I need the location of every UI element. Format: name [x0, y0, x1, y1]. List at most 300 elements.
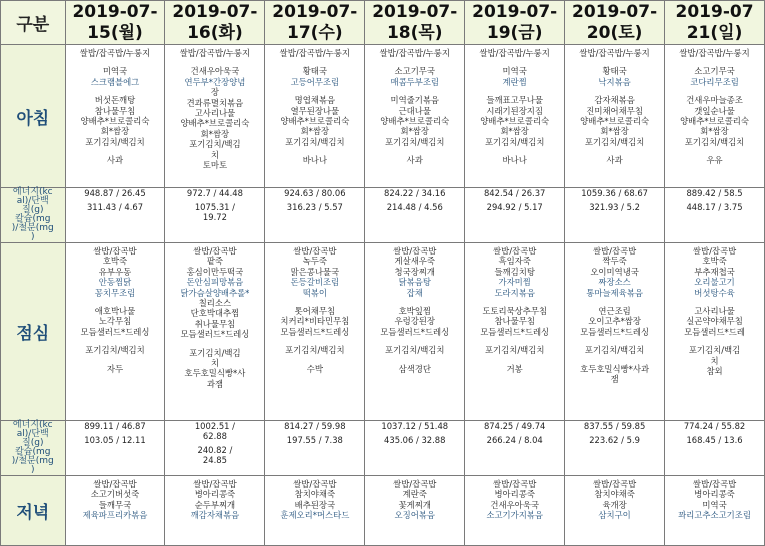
- calcium-iron-value: 266.24 / 8.04: [486, 435, 543, 445]
- menu-item: 흑임자죽: [498, 256, 531, 267]
- menu-item: 시래기된장지짐: [486, 105, 543, 116]
- menu-item: 포기김치/백김치: [684, 136, 745, 147]
- energy-protein-value: 972.7 / 44.48: [186, 188, 243, 198]
- calcium-iron-value: 214.48 / 4.56: [386, 202, 443, 212]
- menu-item: 연두부*간장양념: [184, 76, 246, 87]
- menu-item: 연근조림: [598, 306, 631, 317]
- spacer: [665, 58, 764, 66]
- menu-item: 홍심이만두떡국: [186, 266, 244, 277]
- menu-item: 쌀밥/잡곡밥/누룽지: [279, 48, 351, 58]
- spacer: [465, 337, 564, 345]
- menu-item: 회*쌈장: [600, 126, 629, 137]
- menu-item: 모듬샐러드*드레: [684, 326, 745, 337]
- menu-item: 도토리묵상추무침: [482, 306, 548, 317]
- spacer: [66, 337, 165, 345]
- energy-protein-value: 774.24 / 55.82: [683, 421, 746, 431]
- spacer: [265, 87, 364, 95]
- calcium-iron-value: 294.92 / 5.17: [486, 202, 543, 212]
- energy-protein-value: 889.42 / 58.5: [686, 188, 743, 198]
- menu-item: 포기김치/백김: [189, 347, 241, 358]
- menu-cell: [65, 476, 165, 546]
- menu-cell: [665, 45, 765, 188]
- menu-item: 닭가슴살양배추롤*: [180, 287, 250, 298]
- menu-item: 명엽채볶음: [294, 95, 336, 106]
- menu-item: 호두호밀식빵*사: [184, 368, 246, 379]
- day-header: [565, 1, 665, 45]
- menu-item: 미역국: [702, 499, 727, 510]
- menu-item: 포기김치/백김치: [85, 345, 145, 356]
- menu-item: 깨감자채볶음: [190, 510, 240, 521]
- menu-item: 거봉: [506, 363, 523, 374]
- menu-cell: [65, 243, 165, 421]
- menu-item: 바나나: [302, 155, 327, 166]
- menu-item: 회*쌈장: [200, 128, 230, 139]
- menu-cell: [465, 243, 565, 421]
- menu-item: 고사리나물: [194, 108, 236, 119]
- menu-item: 포기김치/백김치: [484, 345, 545, 356]
- menu-item: 양배추*브로콜리숙: [380, 116, 450, 127]
- spacer: [165, 340, 264, 348]
- menu-item: 토마토: [202, 160, 228, 171]
- menu-item: 쌀밥/잡곡밥: [293, 246, 337, 256]
- calcium-iron-value: 168.45 / 13.6: [686, 435, 743, 445]
- menu-item: 녹두죽: [302, 256, 327, 267]
- spacer: [66, 356, 165, 364]
- menu-item: 회*쌈장: [100, 126, 130, 137]
- nutrition-cell: [365, 188, 465, 243]
- menu-item: 양배추*브로콜리숙: [80, 116, 150, 127]
- menu-item: 양배추*브로콜리숙: [480, 116, 550, 127]
- nutrition-label-line: 칼슘(mg: [15, 214, 51, 224]
- menu-item: 호박잎찜: [398, 306, 431, 317]
- menu-item: 참나물무침: [494, 316, 535, 327]
- day-text: 16(화): [187, 22, 243, 43]
- menu-item: 포기김치/백김치: [285, 136, 345, 147]
- day-text: 15(월): [87, 22, 143, 43]
- spacer: [365, 147, 464, 155]
- menu-item: 오징어볶음: [394, 510, 435, 521]
- menu-item: 코다리무조림: [690, 76, 739, 87]
- nutrition-label-line: al)/단백: [16, 429, 49, 439]
- menu-item: 매콤두부조림: [390, 76, 440, 87]
- menu-item: 통마늘제육볶음: [586, 287, 643, 298]
- menu-item: 양배추*브로콜리숙: [580, 116, 650, 127]
- spacer: [465, 356, 564, 364]
- day-text: 20(토): [586, 22, 643, 43]
- meal-label-dinner: 저녁: [1, 476, 66, 546]
- spacer: [66, 298, 165, 306]
- menu-item: 안동찜닭: [98, 277, 132, 288]
- menu-item: 미역국: [502, 66, 527, 77]
- menu-item: 병아리콩죽: [494, 489, 535, 500]
- menu-item: 포기김치/백김: [189, 139, 241, 150]
- menu-item: 사과: [606, 155, 623, 166]
- menu-item: 포기김치/백김: [688, 345, 741, 356]
- menu-item: 포기김치/백김치: [85, 136, 145, 147]
- menu-item: 떡볶이: [302, 287, 327, 298]
- menu-item: 갯잎순나물: [694, 105, 735, 116]
- menu-item: 도라지볶음: [494, 287, 535, 298]
- menu-item: 짜장소스: [598, 277, 631, 288]
- menu-cell: [365, 243, 465, 421]
- menu-cell: [565, 243, 665, 421]
- day-text: 21(일): [686, 22, 743, 43]
- menu-item: 쌀밥/잡곡밥: [193, 479, 237, 489]
- menu-item: 참치야채죽: [294, 489, 336, 500]
- lunch-menu-row: [1, 243, 765, 421]
- menu-item: 건새우아욱국: [490, 499, 539, 510]
- menu-cell: [565, 476, 665, 546]
- menu-item: 오리불고기: [694, 277, 735, 288]
- menu-item: 쌀밥/잡곡밥/누룽지: [79, 48, 151, 58]
- menu-item: 병아리콩죽: [194, 489, 236, 500]
- menu-item: 호두호밀식빵*사과: [580, 363, 650, 374]
- menu-item: 훈제오리*머스타드: [280, 510, 350, 521]
- nutrition-cell: [565, 188, 665, 243]
- corner-header: 구분: [1, 1, 66, 45]
- menu-cell: [265, 476, 365, 546]
- energy-protein-value: 899.11 / 46.87: [84, 421, 146, 431]
- menu-cell: [465, 45, 565, 188]
- menu-item: 모듬샐러드*드레싱: [580, 326, 650, 337]
- menu-item: 가자미찜: [498, 277, 531, 288]
- menu-item: 열무된장나물: [290, 105, 340, 116]
- menu-item: 쌀밥/잡곡밥/누룽지: [679, 48, 750, 58]
- menu-cell: [65, 45, 165, 188]
- spacer: [365, 58, 464, 66]
- menu-item: 오이고추*쌈장: [588, 316, 641, 327]
- menu-item: 노각무침: [98, 316, 132, 327]
- menu-item: 소고기가지볶음: [486, 510, 543, 521]
- spacer: [465, 147, 564, 155]
- menu-item: 쌀밥/잡곡밥: [93, 246, 137, 256]
- menu-item: 쌀밥/잡곡밥: [493, 246, 537, 256]
- spacer: [265, 298, 364, 306]
- menu-item: 포기김치/백김치: [584, 345, 645, 356]
- menu-cell: [265, 45, 365, 188]
- menu-item: 참외: [706, 366, 723, 377]
- menu-item: 회*쌈장: [500, 126, 529, 137]
- menu-item: 수박: [306, 363, 323, 374]
- menu-item: 양배추*브로콜리숙: [280, 116, 350, 127]
- day-header: [365, 1, 465, 45]
- menu-item: 포기김치/백김치: [584, 136, 645, 147]
- menu-item: 쌀밥/잡곡밥: [493, 479, 537, 489]
- menu-item: 버섯돈깨탕: [94, 95, 136, 106]
- menu-item: 배추된장국: [294, 499, 336, 510]
- calcium-iron-value: 103.05 / 12.11: [84, 435, 146, 445]
- menu-item: 근대나물: [398, 105, 431, 116]
- date-text: 2019-07-: [172, 1, 258, 22]
- nutrition-cell: [165, 421, 265, 476]
- nutrition-cell: [265, 421, 365, 476]
- breakfast-nutrition-row: [1, 188, 765, 243]
- menu-item: 제육파프리카볶음: [82, 510, 148, 521]
- menu-item: 돈안심피망볶음: [186, 277, 244, 288]
- nutrition-cell: [465, 421, 565, 476]
- calcium-iron-value: 240.82 /: [197, 445, 233, 455]
- menu-item: 포기김치/백김치: [385, 136, 445, 147]
- spacer: [665, 337, 764, 345]
- menu-item: 게살새우죽: [394, 256, 435, 267]
- menu-cell: [165, 243, 265, 421]
- menu-item: 쌀밥/잡곡밥/누룽지: [479, 48, 550, 58]
- nutrition-cell: [665, 188, 765, 243]
- menu-item: 회*쌈장: [700, 126, 729, 137]
- menu-cell: [365, 45, 465, 188]
- calcium-iron-value: 316.23 / 5.57: [286, 202, 343, 212]
- spacer: [465, 58, 564, 66]
- spacer: [265, 147, 364, 155]
- calcium-iron-value: 223.62 / 5.9: [589, 435, 640, 445]
- day-header: [165, 1, 265, 45]
- menu-item: 실곤약야채무침: [686, 316, 743, 327]
- energy-protein-value: 837.55 / 59.85: [583, 421, 646, 431]
- menu-item: 오이미역냉국: [590, 266, 639, 277]
- spacer: [465, 298, 564, 306]
- header-row: [1, 1, 765, 45]
- day-text: 17(수): [287, 22, 343, 43]
- menu-item: 꽃게찌개: [398, 499, 431, 510]
- spacer: [665, 298, 764, 306]
- menu-item: 꽁치무조림: [94, 287, 136, 298]
- menu-item: 육개장: [602, 499, 627, 510]
- energy-protein-value: 824.22 / 34.16: [384, 188, 446, 198]
- menu-item: 건새우마늘종조: [686, 95, 743, 106]
- menu-item: 계란죽: [402, 489, 427, 500]
- menu-item: 감자채볶음: [594, 95, 635, 106]
- menu-cell: [565, 45, 665, 188]
- menu-item: 팥죽: [206, 256, 223, 267]
- menu-item: 진미채어채무침: [586, 105, 643, 116]
- nutrition-label-line: ): [31, 465, 35, 475]
- menu-item: 스크램블에그: [90, 76, 140, 87]
- spacer: [66, 147, 165, 155]
- date-text: 2019-07-: [372, 1, 458, 22]
- calcium-iron-value: 1075.31 /: [194, 202, 235, 212]
- nutrition-cell: [65, 421, 165, 476]
- spacer: [165, 58, 264, 66]
- menu-item: 유부우동: [98, 266, 132, 277]
- energy-protein-value: 1037.12 / 51.48: [381, 421, 449, 431]
- nutrition-cell: [465, 188, 565, 243]
- menu-item: 고등어무조림: [290, 76, 340, 87]
- menu-item: 들깨무국: [98, 499, 132, 510]
- nutrition-cell: [265, 188, 365, 243]
- menu-item: 취나물무침: [194, 318, 236, 329]
- menu-item: 참나물무침: [94, 105, 136, 116]
- spacer: [565, 58, 664, 66]
- menu-item: 모듬샐러드*드레싱: [180, 329, 250, 340]
- menu-item: 회*쌈장: [300, 126, 330, 137]
- spacer: [565, 337, 664, 345]
- menu-item: 들깨김치탕: [494, 266, 535, 277]
- menu-item: 호박죽: [102, 256, 128, 267]
- date-text: 2019-07-: [72, 1, 158, 22]
- lunch-nutrition-row: [1, 421, 765, 476]
- menu-item: 잡채: [406, 287, 423, 298]
- day-header: [265, 1, 365, 45]
- menu-item: 쌀밥/잡곡밥: [93, 479, 137, 489]
- menu-item: 자두: [106, 363, 124, 374]
- menu-item: 버섯탕수육: [694, 287, 735, 298]
- spacer: [565, 356, 664, 364]
- menu-item: 참치야채죽: [594, 489, 635, 500]
- energy-protein-value: 924.63 / 80.06: [284, 188, 346, 198]
- menu-cell: [165, 476, 265, 546]
- nutrition-label: [1, 421, 66, 476]
- menu-item: 청국장찌개: [394, 266, 435, 277]
- menu-item: 잼: [610, 374, 619, 385]
- day-header: [65, 1, 165, 45]
- energy-protein-value: 62.88: [202, 431, 227, 441]
- menu-item: 계란찜: [502, 76, 527, 87]
- energy-protein-value: 814.27 / 59.98: [284, 421, 346, 431]
- menu-item: 포기김치/백김치: [285, 345, 345, 356]
- menu-item: 미역줄기볶음: [390, 95, 440, 106]
- menu-item: 순두부찌개: [194, 499, 236, 510]
- menu-item: 황태국: [302, 66, 327, 77]
- nutrition-label-line: 질(g): [22, 205, 44, 215]
- day-header: [665, 1, 765, 45]
- menu-cell: [665, 476, 765, 546]
- calcium-iron-value: 321.93 / 5.2: [589, 202, 640, 212]
- menu-item: 과잼: [206, 378, 223, 389]
- menu-item: 모듬샐러드*드레싱: [480, 326, 550, 337]
- menu-item: 치: [710, 355, 719, 366]
- menu-item: 모듬샐러드*드레싱: [80, 326, 150, 337]
- menu-item: 소고기버섯죽: [90, 489, 140, 500]
- menu-item: 돈등갈비조림: [290, 277, 340, 288]
- nutrition-label-line: ): [31, 232, 35, 242]
- menu-item: 회*쌈장: [400, 126, 429, 137]
- nutrition-label-line: )/철분(mg: [11, 223, 54, 233]
- menu-item: 치: [210, 358, 219, 369]
- menu-item: 쌀밥/잡곡밥: [592, 246, 637, 256]
- spacer: [265, 337, 364, 345]
- menu-item: 치: [210, 149, 219, 160]
- spacer: [565, 298, 664, 306]
- calcium-iron-value: 197.55 / 7.38: [286, 435, 343, 445]
- menu-cell: [265, 243, 365, 421]
- menu-item: 쌀밥/잡곡밥/누룽지: [579, 48, 650, 58]
- menu-item: 우렁강된장: [394, 316, 435, 327]
- nutrition-label-line: 질(g): [22, 438, 44, 448]
- menu-item: 건새우아욱국: [190, 66, 240, 77]
- day-text: 19(금): [486, 22, 543, 43]
- menu-item: 사과: [406, 155, 423, 166]
- menu-item: 단호박대추찜: [190, 308, 240, 319]
- calcium-iron-value: 24.85: [202, 455, 227, 465]
- date-text: 2019-07: [675, 1, 754, 22]
- energy-protein-value: 1002.51 /: [194, 421, 235, 431]
- menu-item: 꽈리고추소고기조림: [678, 510, 751, 521]
- menu-item: 짝두죽: [602, 256, 627, 267]
- menu-item: 닭볶음탕: [398, 277, 431, 288]
- menu-item: 들깨표고무나물: [486, 95, 543, 106]
- spacer: [66, 87, 165, 95]
- menu-cell: [165, 45, 265, 188]
- day-header: [465, 1, 565, 45]
- meal-label-lunch: 점심: [1, 243, 66, 421]
- spacer: [365, 337, 464, 345]
- menu-item: 모듬샐러드*드레싱: [380, 326, 450, 337]
- date-text: 2019-07-: [472, 1, 558, 22]
- date-text: 2019-07-: [572, 1, 658, 22]
- menu-item: 사과: [106, 155, 124, 166]
- calcium-iron-value: 19.72: [202, 212, 227, 222]
- nutrition-cell: [165, 188, 265, 243]
- menu-item: 쌀밥/잡곡밥: [293, 479, 337, 489]
- menu-item: 장: [210, 87, 219, 98]
- menu-item: 삼치구이: [598, 510, 631, 521]
- energy-protein-value: 874.25 / 49.74: [483, 421, 546, 431]
- nutrition-cell: [665, 421, 765, 476]
- menu-item: 양배추*브로콜리숙: [680, 116, 749, 127]
- menu-item: 황태국: [602, 66, 627, 77]
- menu-cell: [665, 243, 765, 421]
- nutrition-cell: [65, 188, 165, 243]
- spacer: [665, 87, 764, 95]
- menu-item: 삼색경단: [398, 363, 431, 374]
- energy-protein-value: 842.54 / 26.37: [483, 188, 546, 198]
- menu-item: 톳어채무침: [294, 306, 336, 317]
- menu-item: 고사리나물: [694, 306, 735, 317]
- menu-item: 양배추*브로콜리숙: [180, 118, 250, 129]
- nutrition-cell: [565, 421, 665, 476]
- spacer: [565, 87, 664, 95]
- spacer: [565, 147, 664, 155]
- nutrition-label: [1, 188, 66, 243]
- spacer: [66, 58, 165, 66]
- menu-cell: [465, 476, 565, 546]
- menu-item: 맑은콩나물국: [290, 266, 340, 277]
- menu-item: 쌀밥/잡곡밥/누룽지: [379, 48, 450, 58]
- dinner-menu-row: [1, 476, 765, 546]
- menu-item: 미역국: [102, 66, 128, 77]
- menu-item: 견과류멸치볶음: [186, 97, 244, 108]
- nutrition-label-line: 칼슘(mg: [15, 447, 51, 457]
- nutrition-label-line: 에너지(kc: [12, 420, 53, 430]
- menu-item: 쌀밥/잡곡밥: [393, 479, 437, 489]
- energy-protein-value: 1059.36 / 68.67: [581, 188, 648, 198]
- spacer: [365, 298, 464, 306]
- nutrition-label-line: 에너지(kc: [12, 187, 53, 197]
- menu-item: 쌀밥/잡곡밥: [692, 479, 737, 489]
- menu-item: 소고기무국: [694, 66, 735, 77]
- menu-item: 쌀밥/잡곡밥/누룽지: [179, 48, 251, 58]
- menu-item: 칠리소스: [198, 298, 232, 309]
- menu-item: 치커리*비타민무침: [280, 316, 350, 327]
- calcium-iron-value: 435.06 / 32.88: [384, 435, 446, 445]
- calcium-iron-value: 448.17 / 3.75: [686, 202, 743, 212]
- menu-item: 소고기무국: [394, 66, 435, 77]
- spacer: [265, 356, 364, 364]
- spacer: [365, 356, 464, 364]
- menu-item: 쌀밥/잡곡밥: [692, 246, 737, 256]
- menu-item: 호박죽: [702, 256, 727, 267]
- menu-item: 포기김치/백김치: [385, 345, 445, 356]
- spacer: [365, 87, 464, 95]
- menu-item: 포기김치/백김치: [484, 136, 545, 147]
- date-text: 2019-07-: [272, 1, 358, 22]
- meal-label-breakfast: 아침: [1, 45, 66, 188]
- spacer: [265, 58, 364, 66]
- menu-item: 쌀밥/잡곡밥: [393, 246, 437, 256]
- menu-item: 우유: [706, 155, 723, 166]
- menu-item: 낙지볶음: [598, 76, 631, 87]
- calcium-iron-value: 311.43 / 4.67: [86, 202, 144, 212]
